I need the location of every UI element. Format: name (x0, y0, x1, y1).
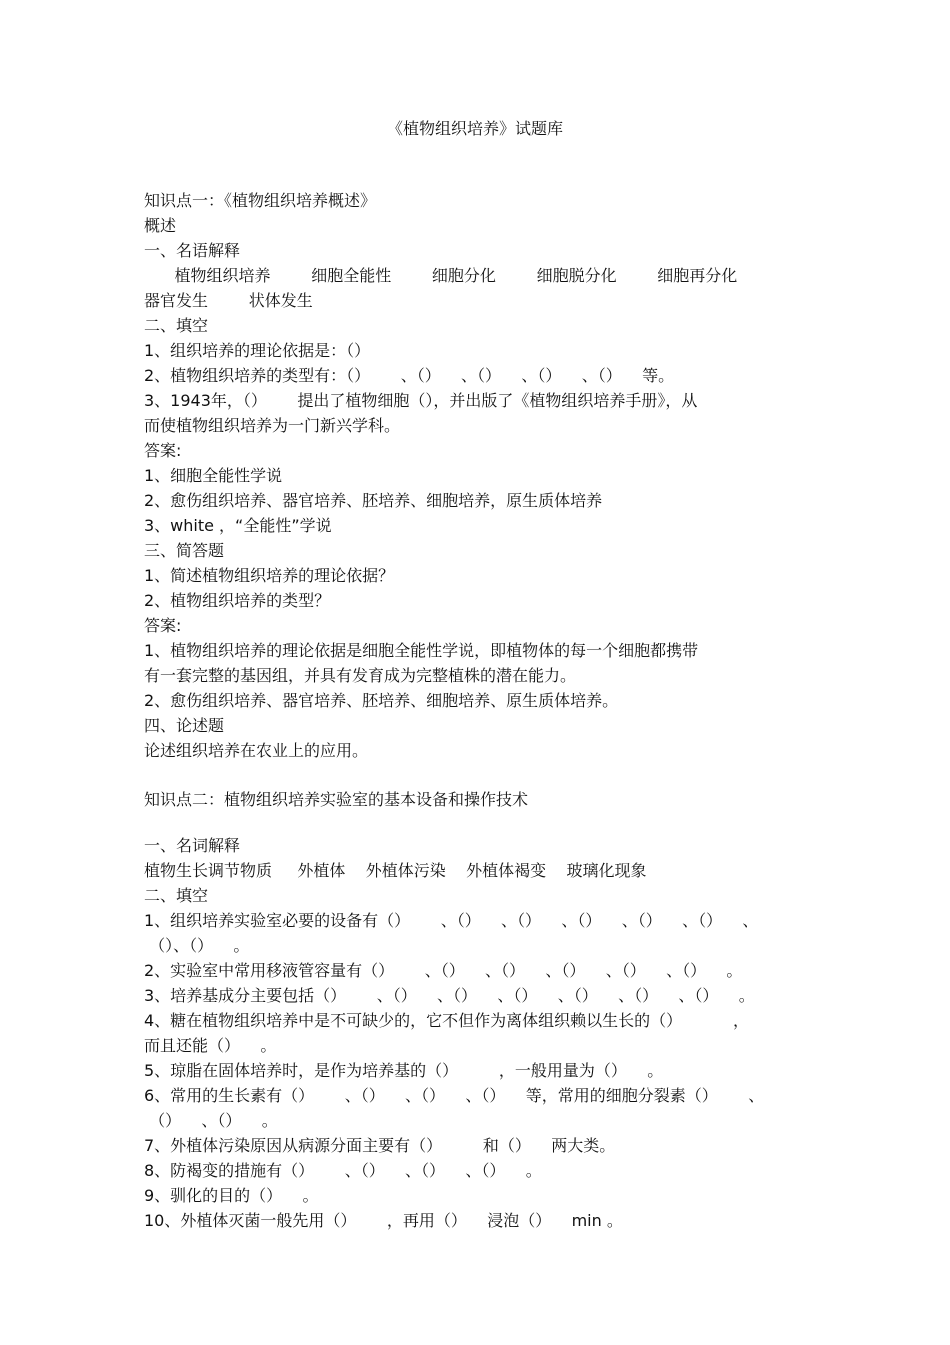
question-line: 5、琼脂在固体培养时，是作为培养基的（） ，一般用量为（） 。 (144, 1061, 664, 1080)
question-line: 2、植物组织培养的类型有：（） 、（） 、（） 、（） 、（） 等。 (144, 366, 675, 385)
answer-heading: 答案: (144, 616, 182, 635)
section-heading-2: 知识点二：植物组织培养实验室的基本设备和操作技术 (144, 790, 529, 809)
question-line: 1、组织培养的理论依据是：（） (144, 341, 371, 360)
question-line: 2、植物组织培养的类型？ (144, 591, 331, 610)
subsection-heading: 三、简答题 (144, 541, 225, 560)
subsection-heading: 二、填空 (144, 316, 209, 335)
answer-line: 3、white ，“全能性”学说 (144, 516, 332, 535)
question-line: （）、（） 。 (144, 936, 250, 955)
question-line: 3、1943年，（） 提出了植物细胞（），并出版了《植物组织培养手册》，从 (144, 391, 698, 410)
text-line: 植物组织培养 细胞全能性 细胞分化 细胞脱分化 细胞再分化 (144, 266, 738, 285)
question-line: 7、外植体污染原因从病源分面主要有（） 和（） 两大类。 (144, 1136, 616, 1155)
answer-line: 1、植物组织培养的理论依据是细胞全能性学说，即植物体的每一个细胞都携带 (144, 641, 699, 660)
text-line: 植物生长调节物质 外植体 外植体污染 外植体褐变 玻璃化现象 (144, 861, 647, 880)
answer-line: 2、愈伤组织培养、器官培养、胚培养、细胞培养，原生质体培养 (144, 491, 603, 510)
answer-heading: 答案: (144, 441, 182, 460)
question-line: （） 、（） 。 (144, 1111, 278, 1130)
question-line: 论述组织培养在农业上的应用。 (144, 741, 369, 760)
question-line: 而且还能（） 。 (144, 1036, 277, 1055)
subsection-heading: 二、填空 (144, 886, 209, 905)
subsection-heading: 一、名词解释 (144, 836, 241, 855)
question-line: 1、组织培养实验室必要的设备有（） 、（） 、（） 、（） 、（） 、（） 、 (144, 911, 759, 930)
subsection-heading: 一、名语解释 (144, 241, 241, 260)
answer-line: 2、愈伤组织培养、器官培养、胚培养、细胞培养、原生质体培养。 (144, 691, 619, 710)
question-line: 3、培养基成分主要包括（） 、（） 、（） 、（） 、（） 、（） 、（） 。 (144, 986, 755, 1005)
question-line: 2、实验室中常用移液管容量有（） 、（） 、（） 、（） 、（） 、（） 。 (144, 961, 743, 980)
question-line: 而使植物组织培养为一门新兴学科。 (144, 416, 401, 435)
subsection-heading: 四、论述题 (144, 716, 225, 735)
question-line: 1、简述植物组织培养的理论依据？ (144, 566, 395, 585)
question-line: 4、糖在植物组织培养中是不可缺少的，它不但作为离体组织赖以生长的（） ， (144, 1011, 750, 1030)
page-title: 《植物组织培养》试题库 (386, 119, 563, 138)
question-line: 8、防褐变的措施有（） 、（） 、（） 、（） 。 (144, 1161, 542, 1180)
question-line: 6、常用的生长素有（） 、（） 、（） 、（） 等，常用的细胞分裂素（） 、 (144, 1086, 765, 1105)
text-line: 概述 (144, 216, 177, 235)
question-line: 10、外植体灭菌一般先用（） ，再用（） 浸泡（） min 。 (144, 1211, 623, 1230)
text-line: 器官发生 状体发生 (144, 291, 313, 310)
answer-line: 有一套完整的基因组，并具有发育成为完整植株的潜在能力。 (144, 666, 577, 685)
question-line: 9、驯化的目的（） 。 (144, 1186, 319, 1205)
section-heading-1: 知识点一：《植物组织培养概述》 (144, 191, 377, 210)
answer-line: 1、细胞全能性学说 (144, 466, 283, 485)
